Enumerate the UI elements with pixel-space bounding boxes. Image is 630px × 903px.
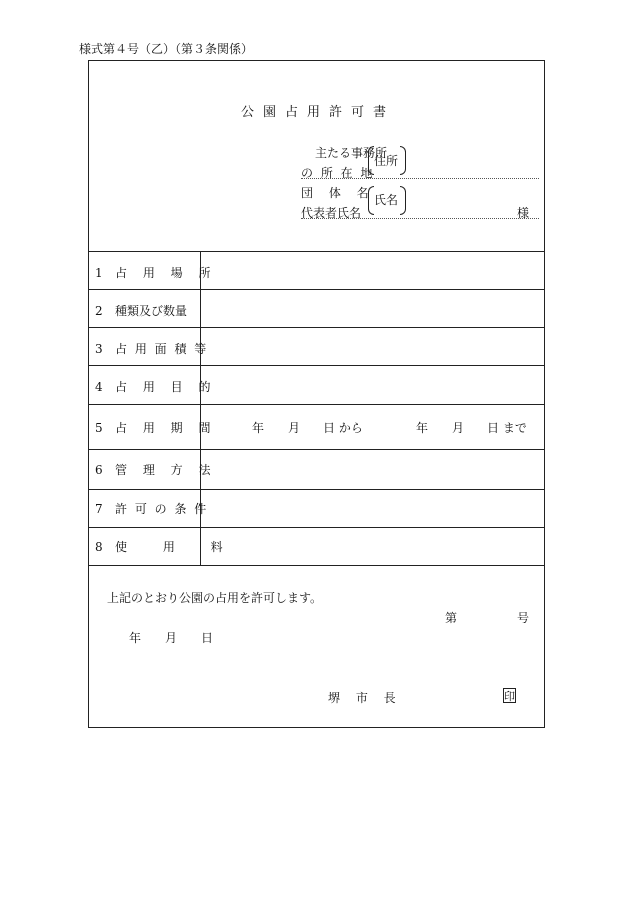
- honorific: 様: [517, 206, 530, 220]
- group-name-label: 団 体 名: [301, 186, 375, 200]
- period-month-from: 月: [288, 421, 301, 435]
- permit-number-go: 号: [517, 611, 530, 625]
- row-label-8: 8 使 用 料: [95, 540, 239, 554]
- row-label-5: 5 占 用 期 間: [95, 421, 217, 435]
- period-month-to: 月: [452, 421, 465, 435]
- office-label-line2: の 所 在 地: [301, 166, 375, 180]
- permit-number-dai: 第: [445, 611, 458, 625]
- permit-form: [88, 60, 545, 728]
- row-label-6: 6 管 理 方 法: [95, 463, 217, 477]
- period-day-from: 日 から: [323, 421, 363, 435]
- period-year-from: 年: [252, 421, 265, 435]
- name-bracket-right: [400, 186, 406, 215]
- address-line: [301, 178, 539, 179]
- date-month: 月: [165, 631, 178, 645]
- row-label-3: 3 占 用 面 積 等: [95, 342, 209, 356]
- date-year: 年: [129, 631, 142, 645]
- rep-name-label: 代表者氏名: [301, 206, 362, 220]
- row-label-2: 2 種類及び数量: [95, 304, 188, 318]
- value-management[interactable]: [201, 450, 545, 489]
- form-label: 様式第４号（乙）（第３条関係）: [79, 42, 254, 56]
- value-location[interactable]: [201, 252, 545, 289]
- period-year-to: 年: [416, 421, 429, 435]
- value-area[interactable]: [201, 328, 545, 365]
- value-conditions[interactable]: [201, 490, 545, 527]
- row-divider: [89, 404, 544, 405]
- date-day: 日: [201, 631, 214, 645]
- value-purpose[interactable]: [201, 366, 545, 404]
- seal-mark: 印: [504, 690, 515, 703]
- period-day-to: 日 まで: [487, 421, 527, 435]
- form-title: 公園占用許可書: [241, 105, 396, 120]
- office-label-line1: 主たる事務所: [315, 146, 388, 160]
- row-label-4: 4 占 用 目 的: [95, 380, 217, 394]
- name-line: [301, 218, 539, 219]
- row-label-1: 1 占 用 場 所: [95, 266, 217, 280]
- name-bracket-label: 氏名: [374, 193, 399, 207]
- address-bracket-label: 住所: [374, 154, 399, 168]
- value-fee[interactable]: [201, 528, 545, 565]
- value-type-quantity[interactable]: [201, 290, 545, 327]
- row-label-7: 7 許 可 の 条 件: [95, 502, 209, 516]
- row-divider: [89, 565, 544, 566]
- permit-statement: 上記のとおり公園の占用を許可します。: [107, 591, 323, 605]
- mayor-title: 堺 市 長: [328, 691, 402, 705]
- address-bracket-right: [400, 146, 406, 175]
